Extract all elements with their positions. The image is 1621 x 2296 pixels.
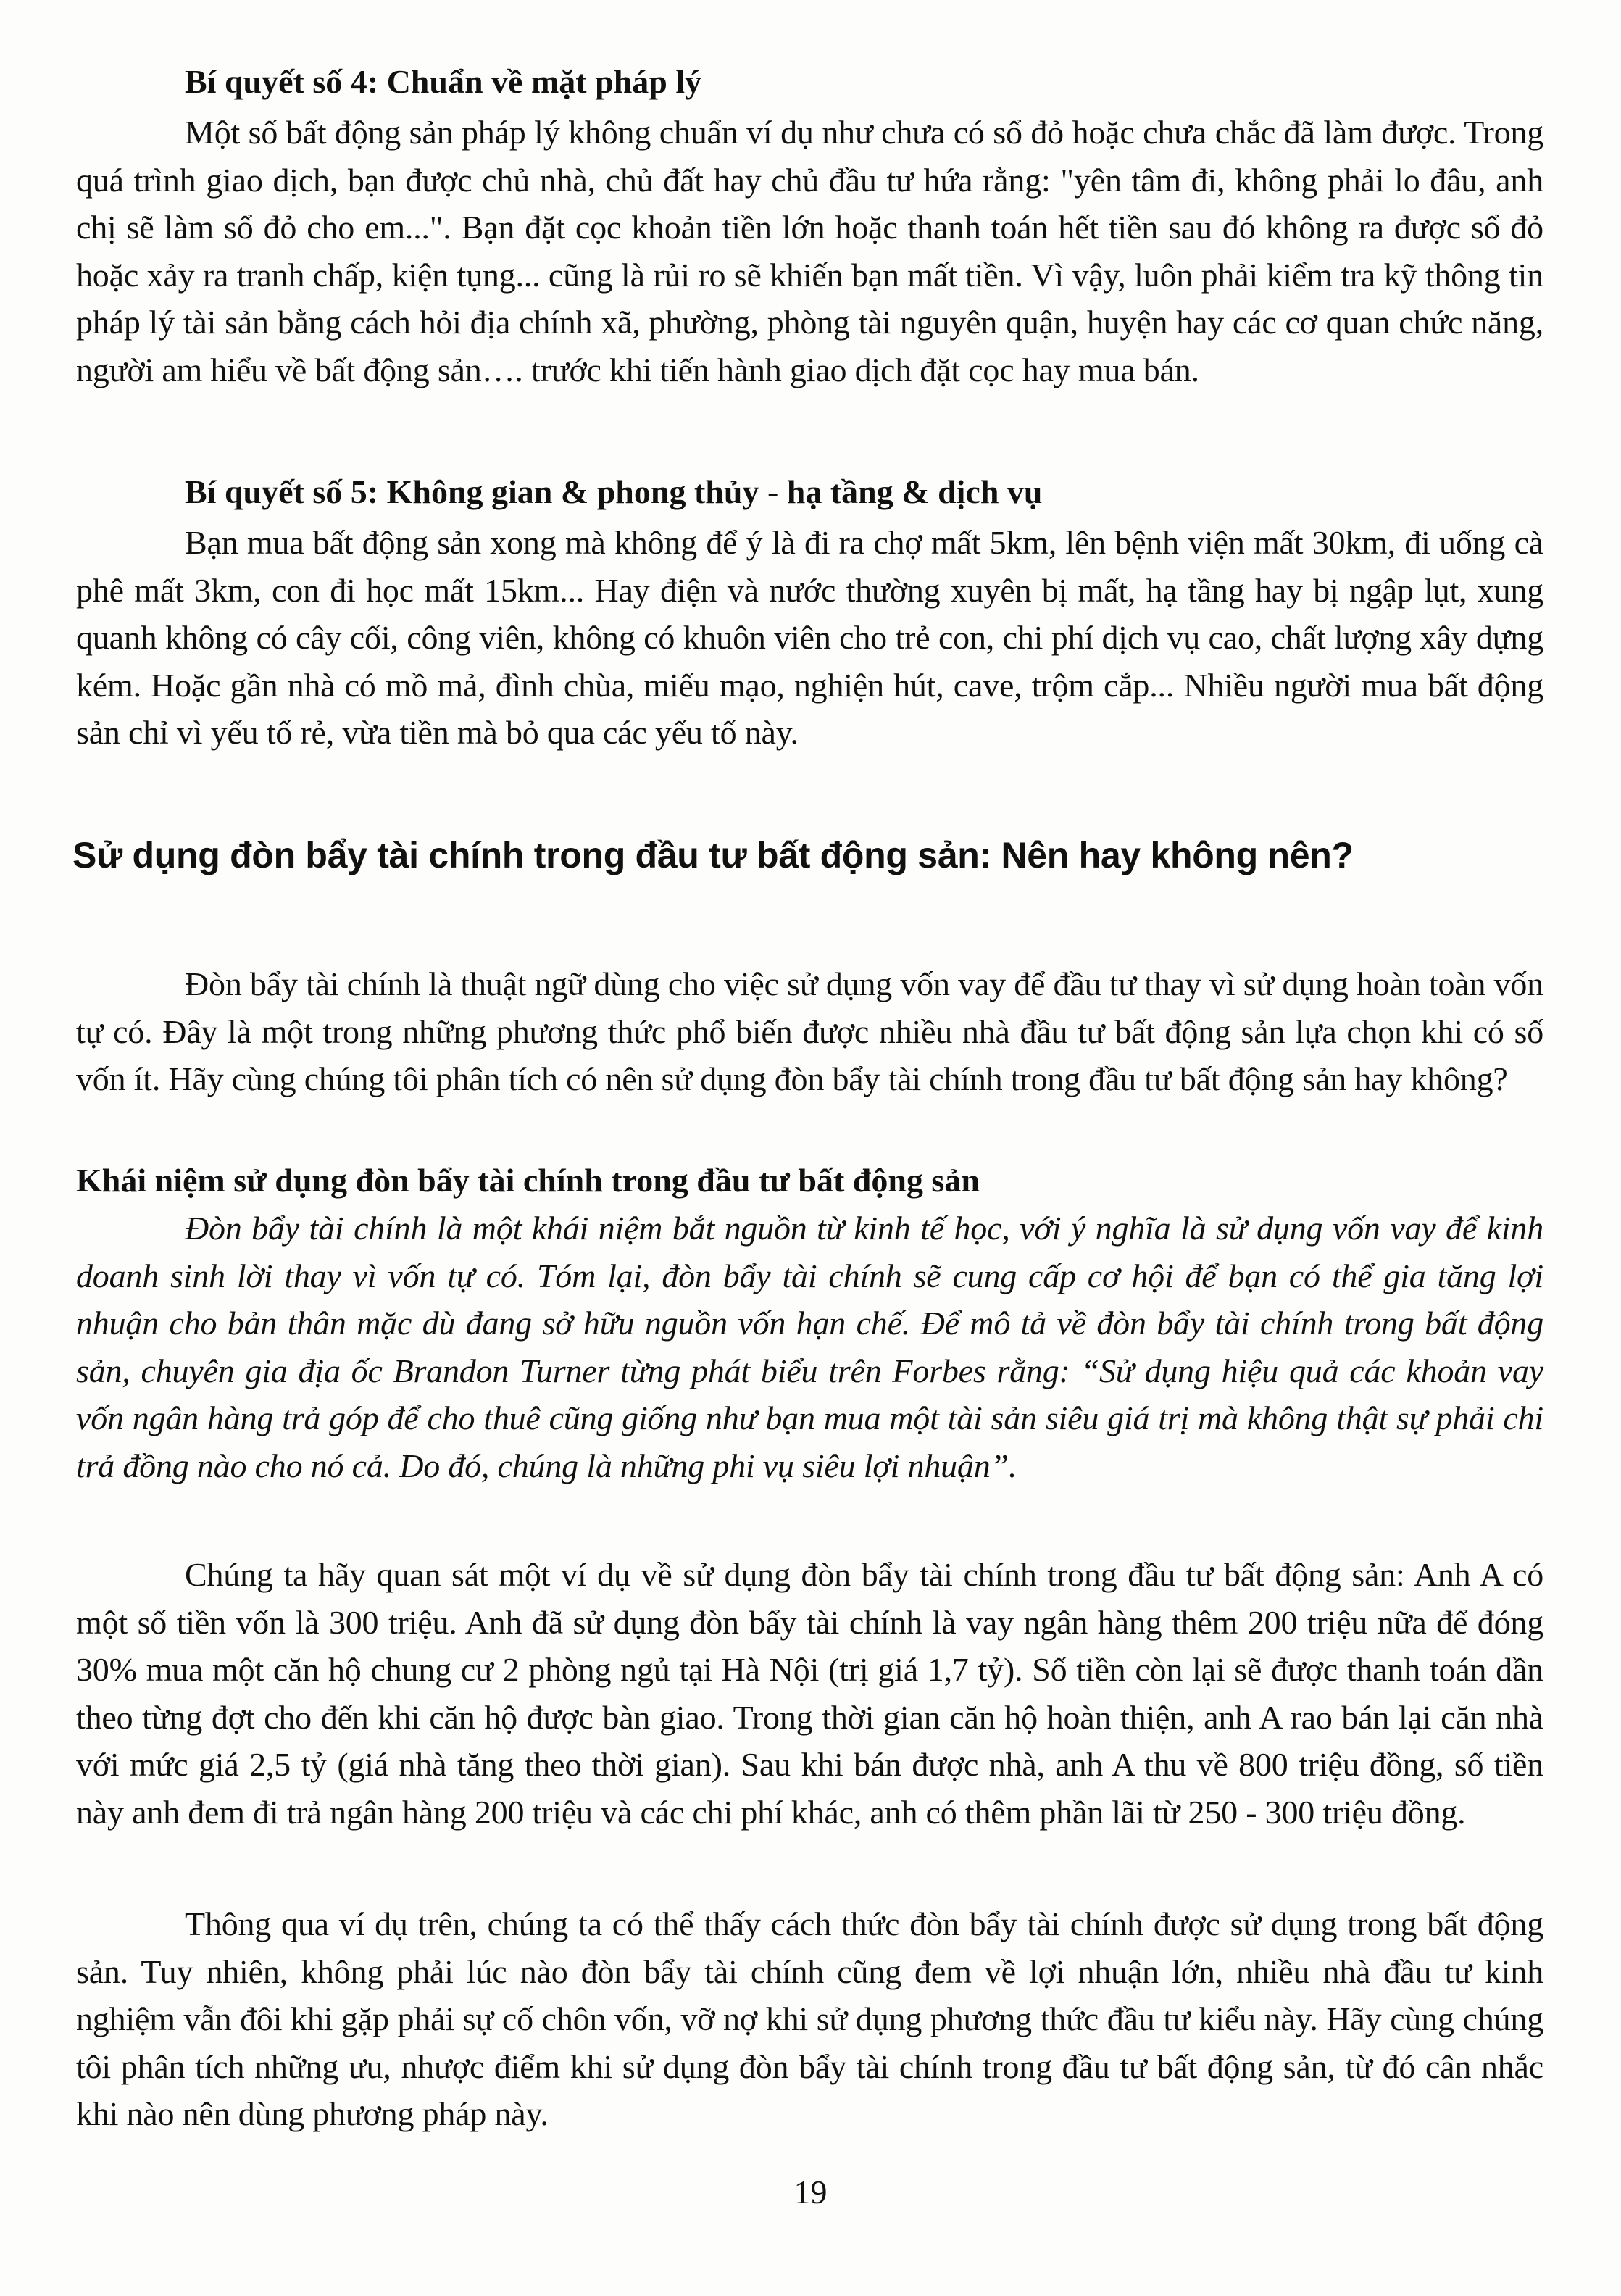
tip5-paragraph: Bạn mua bất động sản xong mà không để ý là đi ra chợ mất 5km, lên bệnh viện mất 30km, đi uống cà phê mất 3km, con đi học mất 15km... Hay điện và nước thường xuyên bị mất, hạ tầng hay bị ngập lụt, xung quanh không có cây cối, công viên, không có khuôn viên cho trẻ con, chi phí dịch vụ cao, chất lượng xây dựng kém. Hoặc gần nhà có mồ mả, đình chùa, miếu mạo, nghiện hút, cave, trộm cắp... Nhiều người mua bất động sản chỉ vì yếu tố rẻ, vừa tiền mà bỏ qua các yếu tố này. bbox=[76, 524, 1543, 751]
section-heading-leverage: Sử dụng đòn bẩy tài chính trong đầu tư bất động sản: Nên hay không nên? bbox=[72, 835, 1354, 875]
tip4-paragraph: Một số bất động sản pháp lý không chuẩn ví dụ như chưa có sổ đỏ hoặc chưa chắc đã làm được. Trong quá trình giao dịch, bạn được chủ nhà, chủ đất hay chủ đầu tư hứa rằng: "yên tâm đi, không phải lo đâu, anh chị sẽ làm sổ đỏ cho em...". Bạn đặt cọc khoản tiền lớn hoặc thanh toán hết tiền sau đó không ra được sổ đỏ hoặc xảy ra tranh chấp, kiện tụng... cũng là rủi ro sẽ khiến bạn mất tiền. Vì vậy, luôn phải kiểm tra kỹ thông tin pháp lý tài sản bằng cách hỏi địa chính xã, phường, phòng tài nguyên quận, huyện hay các cơ quan chức năng, người am hiểu về bất động sản…. trước khi tiến hành giao dịch đặt cọc hay mua bán. bbox=[76, 114, 1543, 388]
concept-heading: Khái niệm sử dụng đòn bẩy tài chính trong đầu tư bất động sản bbox=[76, 1162, 980, 1199]
conclusion-paragraph: Thông qua ví dụ trên, chúng ta có thể thấy cách thức đòn bẩy tài chính được sử dụng trong bất động sản. Tuy nhiên, không phải lúc nào đòn bẩy tài chính cũng đem về lợi nhuận lớn, nhiều nhà đầu tư kinh nghiệm vẫn đôi khi gặp phải sự cố chôn vốn, vỡ nợ khi sử dụng phương thức đầu tư kiểu này. Hãy cùng chúng tôi phân tích những ưu, nhược điểm khi sử dụng đòn bẩy tài chính trong đầu tư bất động sản, từ đó cân nhắc khi nào nên dùng phương pháp này. bbox=[76, 1905, 1543, 2132]
page-number: 19 bbox=[793, 2174, 828, 2210]
tip4-heading: Bí quyết số 4: Chuẩn về mặt pháp lý bbox=[185, 63, 702, 100]
example-paragraph: Chúng ta hãy quan sát một ví dụ về sử dụng đòn bẩy tài chính trong đầu tư bất động sản: Anh A có một số tiền vốn là 300 triệu. Anh đã sử dụng đòn bẩy tài chính là vay ngân hàng thêm 200 triệu nữa để đóng 30% mua một căn hộ chung cư 2 phòng ngủ tại Hà Nội (trị giá 1,7 tỷ). Số tiền còn lại sẽ được thanh toán dần theo từng đợt cho đến khi căn hộ được bàn giao. Trong thời gian căn hộ hoàn thiện, anh A rao bán lại căn nhà với mức giá 2,5 tỷ (giá nhà tăng theo thời gian). Sau khi bán được nhà, anh A thu về 800 triệu đồng, số tiền này anh đem đi trả ngân hàng 200 triệu và các chi phí khác, anh có thêm phần lãi từ 250 - 300 triệu đồng. bbox=[76, 1556, 1543, 1831]
concept-paragraph: Đòn bẩy tài chính là một khái niệm bắt nguồn từ kinh tế học, với ý nghĩa là sử dụng vốn vay để kinh doanh sinh lời thay vì vốn tự có. Tóm lại, đòn bẩy tài chính sẽ cung cấp cơ hội để bạn có thể gia tăng lợi nhuận cho bản thân mặc dù đang sở hữu nguồn vốn hạn chế. Để mô tả về đòn bẩy tài chính trong bất động sản, chuyên gia địa ốc Brandon Turner từng phát biểu trên Forbes rằng: “Sử dụng hiệu quả các khoản vay vốn ngân hàng trả góp để cho thuê cũng giống như bạn mua một tài sản siêu giá trị mà không thật sự phải chi trả đồng nào cho nó cả. Do đó, chúng là những phi vụ siêu lợi nhuận”. bbox=[76, 1210, 1543, 1484]
tip5-heading: Bí quyết số 5: Không gian & phong thủy - hạ tầng & dịch vụ bbox=[185, 473, 1043, 510]
leverage-intro-paragraph: Đòn bẩy tài chính là thuật ngữ dùng cho việc sử dụng vốn vay để đầu tư thay vì sử dụng hoàn toàn vốn tự có. Đây là một trong những phương thức phổ biến được nhiều nhà đầu tư bất động sản lựa chọn khi có số vốn ít. Hãy cùng chúng tôi phân tích có nên sử dụng đòn bẩy tài chính trong đầu tư bất động sản hay không? bbox=[76, 965, 1543, 1097]
